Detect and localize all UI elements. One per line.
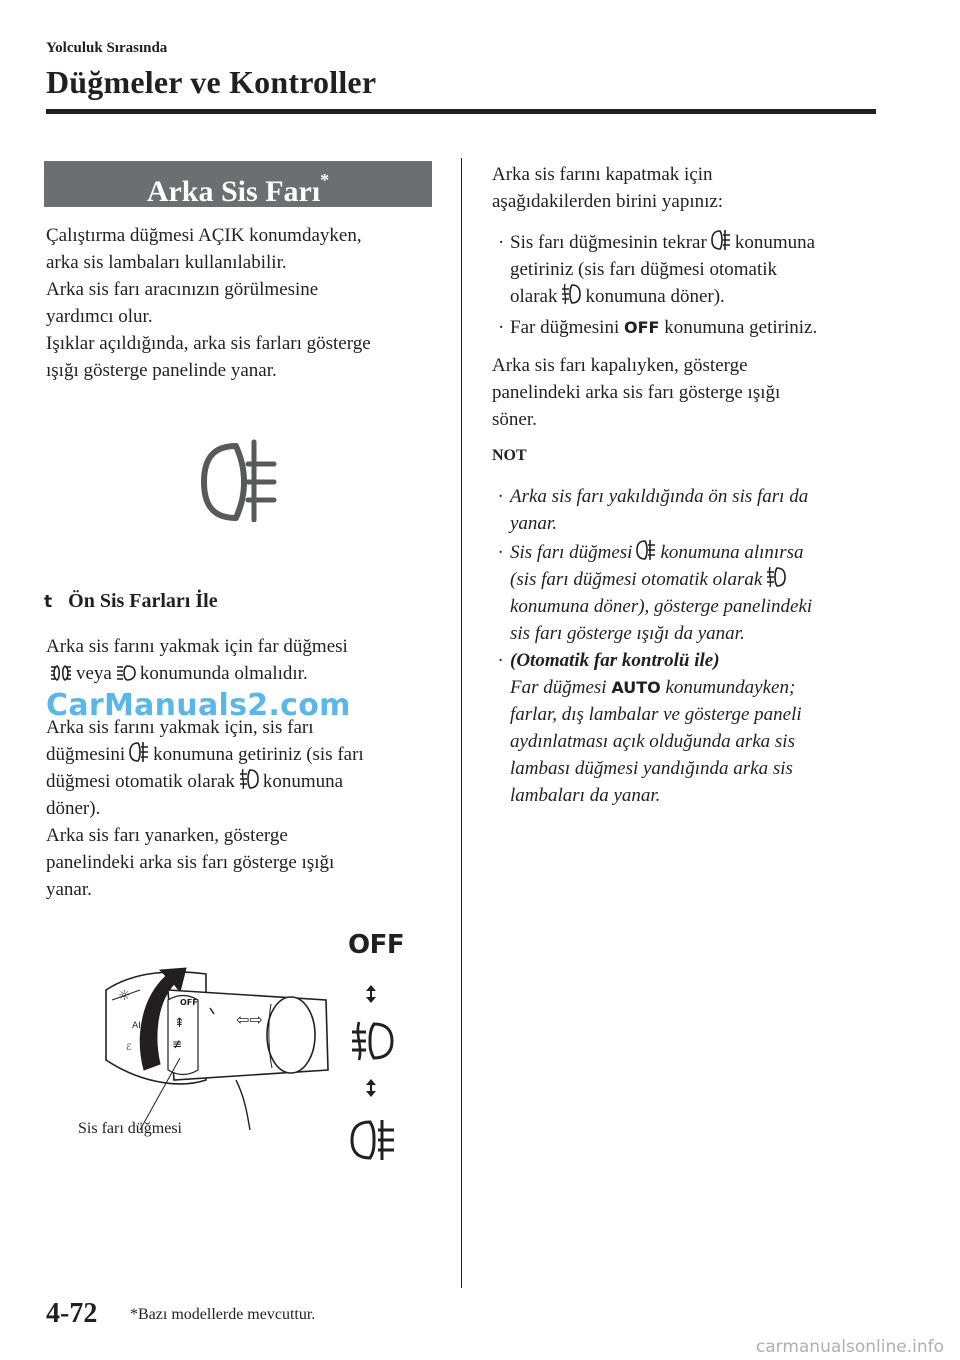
rear-fog-indicator-icon — [196, 438, 286, 522]
site-watermark: carmanualsonline.info — [755, 1337, 944, 1357]
paragraph-off-indicator: Arka sis farı kapalıyken, gösterge panelindeki arka sis farı gösterge ışığı söner. — [492, 355, 781, 430]
double-arrow-icon — [364, 984, 378, 1004]
low-beam-parking-icon — [49, 664, 73, 682]
svg-text:⇦⇨: ⇦⇨ — [236, 1010, 263, 1029]
front-fog-symbol-icon — [238, 768, 260, 790]
header-rule — [46, 109, 876, 114]
svg-text:ℰ: ℰ — [126, 1043, 132, 1053]
page-title: Düğmeler ve Kontroller — [46, 64, 377, 100]
paragraph-turn-on: Arka sis farını yakmak için, sis farı düğmesini konumuna getiriniz (sis farı düğmesi otomatik olarak konumuna döner). Arka sis farı yanarken, gösterge panelindeki arka sis farı gösterge ışığı yanar. — [46, 717, 364, 900]
column-divider — [461, 158, 462, 1288]
figure-caption: Sis farı düğmesi — [78, 1120, 182, 1137]
rear-fog-symbol-icon — [635, 539, 657, 561]
rear-fog-symbol-icon — [128, 741, 150, 763]
brand-watermark: CarManuals2.com — [46, 688, 351, 723]
page-number: 4-72 — [46, 1298, 98, 1329]
paragraph-headlight-position: Arka sis farını yakmak için far düğmesi veya konumunda olmalıdır. — [46, 636, 348, 684]
section-title: Arka Sis Farı — [146, 175, 321, 208]
svg-text:OFF: OFF — [180, 998, 198, 1007]
double-arrow-icon-2 — [364, 1078, 378, 1098]
paragraph-turn-off: Arka sis farını kapatmak için aşağıdakilerden birini yapınız: — [492, 164, 724, 212]
svg-text:⇞: ⇞ — [174, 1016, 185, 1031]
svg-text:☼: ☼ — [118, 988, 131, 1004]
subheading-front-fog: t Ön Sis Farları İle — [44, 590, 218, 612]
section-asterisk: * — [320, 170, 330, 190]
intro-paragraph: Çalıştırma düğmesi AÇIK konumdayken, arka sis lambaları kullanılabilir. Arka sis farı aracınızın görülmesine yardımcı olur. Işıklar açıldığında, arka sis farları gösterge ışığı gösterge panelinde yanar. — [46, 225, 371, 381]
svg-text:≢: ≢ — [172, 1037, 183, 1051]
front-fog-symbol-icon — [765, 566, 787, 588]
list-item: · Sis farı düğmesinin tekrar konumuna getiriniz (sis farı düğmesi otomatik olarak konumuna döner). — [510, 229, 815, 310]
off-label: OFF — [624, 318, 660, 337]
section-label: Yolculuk Sırasında — [46, 40, 168, 56]
footnote: *Bazı modellerde mevcuttur. — [130, 1306, 316, 1323]
auto-label: AUTO — [611, 678, 661, 697]
note-label: NOT — [492, 447, 527, 464]
note-item: · Arka sis farı yakıldığında ön sis farı da yanar. — [498, 486, 809, 534]
position-off-label: OFF — [348, 930, 405, 960]
note-item: · Sis farı düğmesi konumuna alınırsa (sis farı düğmesi otomatik olarak konumuna döner), gösterge panelindeki sis farı gösterge ışığı da yanar. — [510, 539, 812, 647]
section-banner — [44, 161, 432, 207]
rear-fog-symbol-icon — [710, 229, 732, 251]
rear-fog-position-icon — [350, 1118, 398, 1162]
svg-text:AI: AI — [132, 1021, 141, 1031]
front-fog-position-icon — [348, 1020, 394, 1062]
front-fog-symbol-icon — [560, 283, 582, 305]
list-item: · Far düğmesini OFF konumuna getiriniz. — [498, 317, 818, 338]
note-item: · (Otomatik far kontrolü ile) Far düğmesi AUTO konumundayken; farlar, dış lambalar ve gösterge paneli aydınlatması açık olduğunda arka sis lambası düğmesi yandığında arka sis lambaları da yanar. — [498, 650, 802, 806]
headlight-icon — [115, 664, 137, 682]
